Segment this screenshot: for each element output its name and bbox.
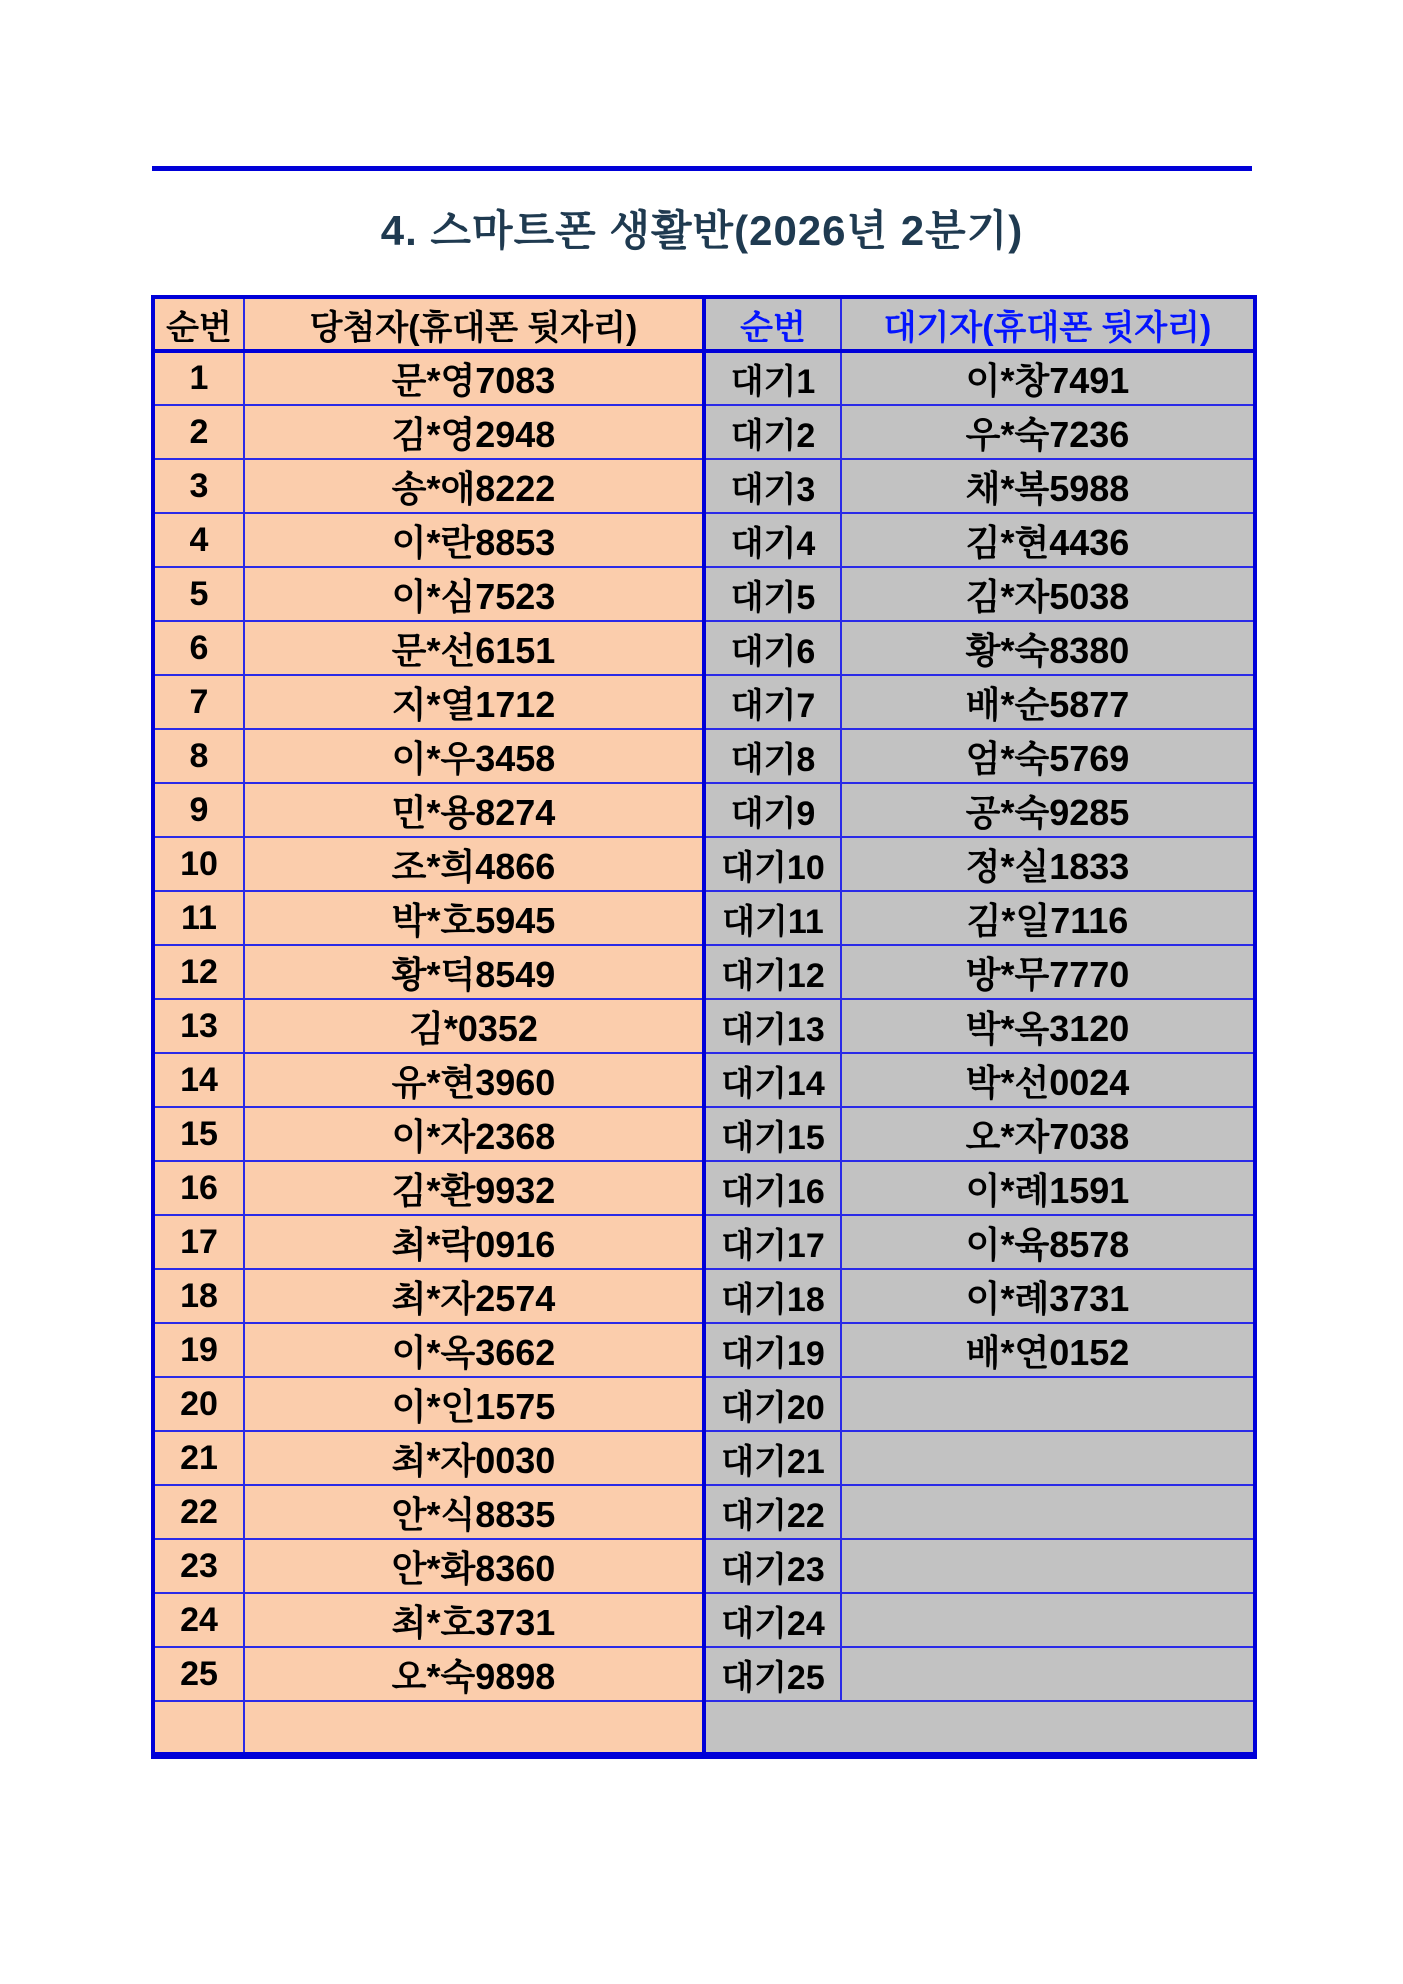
table-row bbox=[153, 729, 1255, 783]
winner-rank: 5 bbox=[153, 567, 244, 621]
table-row bbox=[153, 1323, 1255, 1377]
empty-winner-name bbox=[244, 1701, 704, 1755]
table-row bbox=[153, 1485, 1255, 1539]
winner-rank: 7 bbox=[153, 675, 244, 729]
winner-name: 최*자0030 bbox=[244, 1431, 704, 1485]
waitlist-rank: 대기13 bbox=[704, 999, 841, 1053]
table-row bbox=[153, 351, 1255, 405]
waitlist-rank: 대기5 bbox=[704, 567, 841, 621]
waitlist-name: 오*자7038 bbox=[841, 1107, 1255, 1161]
table-row bbox=[153, 783, 1255, 837]
winner-name: 이*란8853 bbox=[244, 513, 704, 567]
table-row bbox=[153, 1107, 1255, 1161]
waitlist-name bbox=[841, 1539, 1255, 1593]
waitlist-name: 정*실1833 bbox=[841, 837, 1255, 891]
winner-rank: 1 bbox=[153, 351, 244, 405]
empty-row bbox=[153, 1701, 1255, 1755]
table-row bbox=[153, 945, 1255, 999]
top-rule bbox=[152, 166, 1252, 171]
waitlist-rank: 대기23 bbox=[704, 1539, 841, 1593]
winner-name: 오*숙9898 bbox=[244, 1647, 704, 1701]
winner-rank: 3 bbox=[153, 459, 244, 513]
waitlist-rank: 대기7 bbox=[704, 675, 841, 729]
winner-rank: 6 bbox=[153, 621, 244, 675]
page-title: 4. 스마트폰 생활반(2026년 2분기) bbox=[380, 207, 1024, 254]
table-row bbox=[153, 1161, 1255, 1215]
waitlist-rank: 대기12 bbox=[704, 945, 841, 999]
waitlist-name: 이*례1591 bbox=[841, 1161, 1255, 1215]
winner-rank: 9 bbox=[153, 783, 244, 837]
waitlist-rank: 대기19 bbox=[704, 1323, 841, 1377]
table-body bbox=[153, 351, 1255, 1755]
header-waitlist-rank: 순번 bbox=[704, 297, 841, 351]
waitlist-rank: 대기25 bbox=[704, 1647, 841, 1701]
table-row bbox=[153, 1377, 1255, 1431]
header-winner-rank: 순번 bbox=[153, 297, 244, 351]
waitlist-name bbox=[841, 1377, 1255, 1431]
winner-name: 이*옥3662 bbox=[244, 1323, 704, 1377]
winner-name: 김*영2948 bbox=[244, 405, 704, 459]
winner-name: 황*덕8549 bbox=[244, 945, 704, 999]
winner-name: 이*자2368 bbox=[244, 1107, 704, 1161]
winner-name: 최*호3731 bbox=[244, 1593, 704, 1647]
waitlist-rank: 대기18 bbox=[704, 1269, 841, 1323]
waitlist-name bbox=[841, 1485, 1255, 1539]
winner-name: 송*애8222 bbox=[244, 459, 704, 513]
table-row bbox=[153, 1053, 1255, 1107]
waitlist-name: 박*옥3120 bbox=[841, 999, 1255, 1053]
table-header bbox=[153, 297, 1255, 351]
winner-rank: 11 bbox=[153, 891, 244, 945]
table-row bbox=[153, 621, 1255, 675]
waitlist-name: 이*육8578 bbox=[841, 1215, 1255, 1269]
winner-name: 김*환9932 bbox=[244, 1161, 704, 1215]
table-row bbox=[153, 837, 1255, 891]
winner-rank: 24 bbox=[153, 1593, 244, 1647]
winner-name: 이*우3458 bbox=[244, 729, 704, 783]
waitlist-name: 채*복5988 bbox=[841, 459, 1255, 513]
table-row bbox=[153, 513, 1255, 567]
winner-rank: 20 bbox=[153, 1377, 244, 1431]
winner-name: 이*인1575 bbox=[244, 1377, 704, 1431]
table-row bbox=[153, 567, 1255, 621]
winner-rank: 25 bbox=[153, 1647, 244, 1701]
winner-name: 이*심7523 bbox=[244, 567, 704, 621]
waitlist-name: 배*연0152 bbox=[841, 1323, 1255, 1377]
winner-rank: 19 bbox=[153, 1323, 244, 1377]
winner-rank: 14 bbox=[153, 1053, 244, 1107]
waitlist-rank: 대기17 bbox=[704, 1215, 841, 1269]
table-row bbox=[153, 1647, 1255, 1701]
winner-rank: 18 bbox=[153, 1269, 244, 1323]
winner-rank: 12 bbox=[153, 945, 244, 999]
empty-winner-rank bbox=[153, 1701, 244, 1755]
waitlist-name: 엄*숙5769 bbox=[841, 729, 1255, 783]
winner-name: 유*현3960 bbox=[244, 1053, 704, 1107]
waitlist-rank: 대기10 bbox=[704, 837, 841, 891]
waitlist-rank: 대기3 bbox=[704, 459, 841, 513]
waitlist-name: 우*숙7236 bbox=[841, 405, 1255, 459]
header-winner-name: 당첨자(휴대폰 뒷자리) bbox=[244, 297, 704, 351]
waitlist-name: 김*현4436 bbox=[841, 513, 1255, 567]
winner-rank: 2 bbox=[153, 405, 244, 459]
waitlist-rank: 대기4 bbox=[704, 513, 841, 567]
table-row bbox=[153, 459, 1255, 513]
winner-name: 안*식8835 bbox=[244, 1485, 704, 1539]
winner-rank: 10 bbox=[153, 837, 244, 891]
waitlist-rank: 대기21 bbox=[704, 1431, 841, 1485]
waitlist-name: 공*숙9285 bbox=[841, 783, 1255, 837]
waitlist-rank: 대기1 bbox=[704, 351, 841, 405]
winner-name: 안*화8360 bbox=[244, 1539, 704, 1593]
winner-rank: 23 bbox=[153, 1539, 244, 1593]
table-row bbox=[153, 675, 1255, 729]
table-row bbox=[153, 1593, 1255, 1647]
waitlist-name: 김*일7116 bbox=[841, 891, 1255, 945]
waitlist-rank: 대기14 bbox=[704, 1053, 841, 1107]
waitlist-rank: 대기16 bbox=[704, 1161, 841, 1215]
winner-rank: 21 bbox=[153, 1431, 244, 1485]
winner-name: 지*열1712 bbox=[244, 675, 704, 729]
table-row bbox=[153, 1269, 1255, 1323]
header-waitlist-name: 대기자(휴대폰 뒷자리) bbox=[841, 297, 1255, 351]
winner-rank: 15 bbox=[153, 1107, 244, 1161]
roster-table bbox=[151, 295, 1257, 1759]
waitlist-rank: 대기6 bbox=[704, 621, 841, 675]
winner-rank: 16 bbox=[153, 1161, 244, 1215]
waitlist-name: 배*순5877 bbox=[841, 675, 1255, 729]
waitlist-rank: 대기22 bbox=[704, 1485, 841, 1539]
winner-name: 최*락0916 bbox=[244, 1215, 704, 1269]
winner-name: 김*0352 bbox=[244, 999, 704, 1053]
waitlist-rank: 대기2 bbox=[704, 405, 841, 459]
table-row bbox=[153, 891, 1255, 945]
table-row bbox=[153, 405, 1255, 459]
winner-rank: 22 bbox=[153, 1485, 244, 1539]
table-row bbox=[153, 999, 1255, 1053]
winner-rank: 13 bbox=[153, 999, 244, 1053]
waitlist-name: 김*자5038 bbox=[841, 567, 1255, 621]
waitlist-rank: 대기15 bbox=[704, 1107, 841, 1161]
waitlist-name: 이*례3731 bbox=[841, 1269, 1255, 1323]
winner-name: 민*용8274 bbox=[244, 783, 704, 837]
winner-name: 박*호5945 bbox=[244, 891, 704, 945]
winner-rank: 17 bbox=[153, 1215, 244, 1269]
waitlist-name bbox=[841, 1593, 1255, 1647]
waitlist-rank: 대기9 bbox=[704, 783, 841, 837]
waitlist-rank: 대기24 bbox=[704, 1593, 841, 1647]
waitlist-name: 이*창7491 bbox=[841, 351, 1255, 405]
waitlist-rank: 대기20 bbox=[704, 1377, 841, 1431]
table-row bbox=[153, 1215, 1255, 1269]
waitlist-name: 박*선0024 bbox=[841, 1053, 1255, 1107]
waitlist-name bbox=[841, 1647, 1255, 1701]
winner-name: 문*영7083 bbox=[244, 351, 704, 405]
waitlist-name bbox=[841, 1431, 1255, 1485]
winner-rank: 8 bbox=[153, 729, 244, 783]
waitlist-name: 방*무7770 bbox=[841, 945, 1255, 999]
winner-rank: 4 bbox=[153, 513, 244, 567]
table-row bbox=[153, 1431, 1255, 1485]
winner-name: 문*선6151 bbox=[244, 621, 704, 675]
waitlist-rank: 대기8 bbox=[704, 729, 841, 783]
winner-name: 최*자2574 bbox=[244, 1269, 704, 1323]
table-row bbox=[153, 1539, 1255, 1593]
waitlist-name: 황*숙8380 bbox=[841, 621, 1255, 675]
waitlist-rank: 대기11 bbox=[704, 891, 841, 945]
empty-waitlist-cell bbox=[704, 1701, 1255, 1755]
winner-name: 조*희4866 bbox=[244, 837, 704, 891]
header-row bbox=[153, 297, 1255, 351]
